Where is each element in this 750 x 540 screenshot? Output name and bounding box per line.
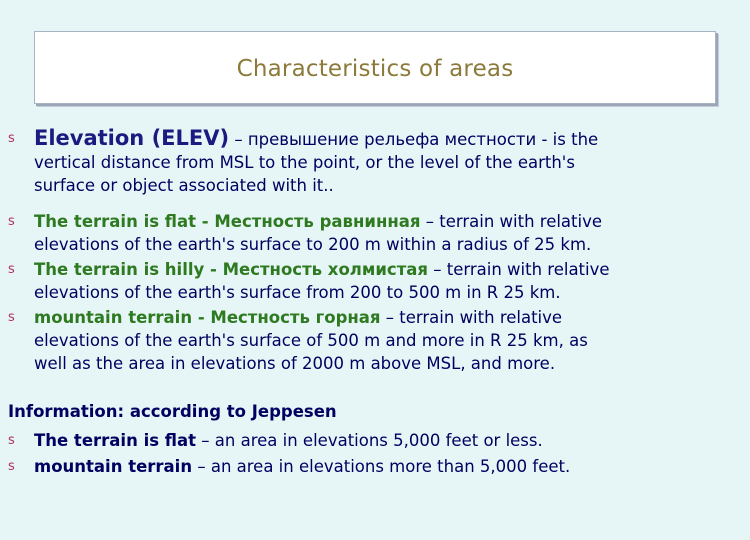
terrain-line-2: elevations of the earth's surface to 200 m within a radius of 25 km. [34, 235, 592, 254]
terrain-rest: – terrain with relative [420, 212, 603, 231]
terrain-lead: The terrain is hilly - Местность холмистая [34, 260, 428, 279]
bullet-icon: s [8, 131, 15, 146]
info-lead: mountain terrain [34, 457, 193, 476]
bullet-icon: s [8, 262, 15, 277]
terrain-line-2: elevations of the earth's surface of 500 m and more in R 25 km, as [34, 331, 588, 350]
terrain-rest: – terrain with relative [428, 260, 610, 279]
info-item-flat [8, 429, 746, 452]
slide-title: Characteristics of areas [236, 56, 514, 82]
elevation-term: Elevation (ELEV) [34, 126, 230, 150]
elevation-line-1 [34, 127, 746, 151]
info-rest: – an area in elevations more than 5,000 feet. [192, 457, 571, 476]
terrain-item-flat [8, 210, 746, 256]
elevation-line-2: vertical distance from MSL to the point, or the level of the earth's [34, 153, 575, 172]
info-item-mountain [8, 455, 746, 478]
terrain-item-hilly [8, 258, 746, 304]
terrain-rest: – terrain with relative [380, 308, 563, 327]
title-box [34, 31, 716, 104]
bullet-icon: s [8, 459, 15, 474]
info-lead: The terrain is flat [34, 431, 197, 450]
terrain-line-2: elevations of the earth's surface from 200 to 500 m in R 25 km. [34, 283, 561, 302]
bullet-icon: s [8, 310, 15, 325]
bullet-icon: s [8, 214, 15, 229]
terrain-lead: mountain terrain - Местность горная [34, 308, 381, 327]
info-heading: Information: according to Jeppesen [8, 402, 337, 421]
info-rest: – an area in elevations 5,000 feet or less. [196, 431, 543, 450]
terrain-lead: The terrain is flat - Местность равнинная [34, 212, 421, 231]
elevation-line-3: surface or object associated with it.. [34, 176, 334, 195]
bullet-icon: s [8, 433, 15, 448]
elevation-definition [8, 126, 746, 197]
terrain-item-mountain [8, 306, 746, 375]
terrain-line-3: well as the area in elevations of 2000 m above MSL, and more. [34, 354, 556, 373]
elevation-rest: – превышение рельефа местности - is the [229, 130, 599, 149]
